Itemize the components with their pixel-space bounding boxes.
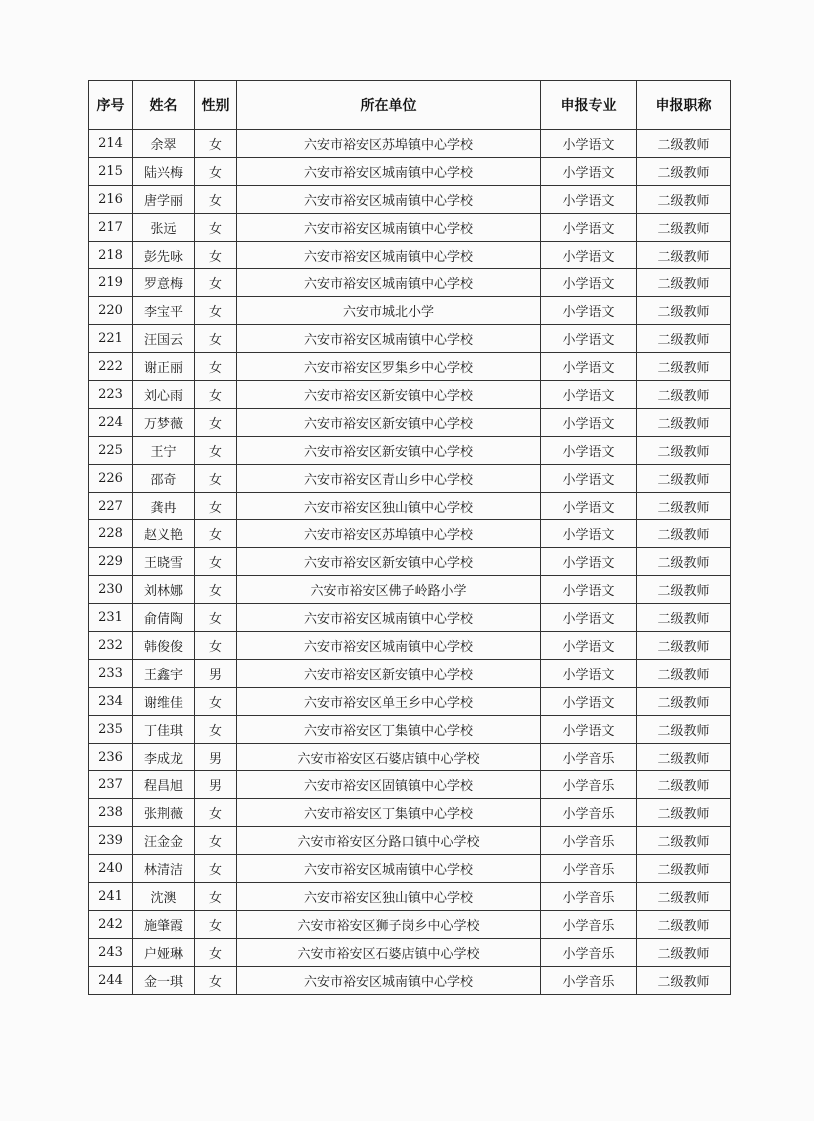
cell-name: 汪国云	[133, 325, 195, 353]
cell-workplace: 六安市裕安区城南镇中心学校	[237, 241, 541, 269]
cell-gender: 女	[195, 185, 237, 213]
cell-name: 邵奇	[133, 464, 195, 492]
cell-applied-title: 二级教师	[637, 381, 731, 409]
cell-workplace: 六安市城北小学	[237, 297, 541, 325]
cell-workplace: 六安市裕安区分路口镇中心学校	[237, 827, 541, 855]
cell-gender: 女	[195, 827, 237, 855]
cell-workplace: 六安市裕安区石婆店镇中心学校	[237, 743, 541, 771]
cell-workplace: 六安市裕安区罗集乡中心学校	[237, 353, 541, 381]
cell-name: 沈澳	[133, 883, 195, 911]
cell-applied-subject: 小学语文	[541, 492, 637, 520]
cell-applied-title: 二级教师	[637, 771, 731, 799]
cell-serial-number: 222	[89, 353, 133, 381]
cell-workplace: 六安市裕安区固镇镇中心学校	[237, 771, 541, 799]
cell-gender: 女	[195, 325, 237, 353]
cell-serial-number: 215	[89, 157, 133, 185]
cell-gender: 男	[195, 659, 237, 687]
cell-applied-subject: 小学语文	[541, 185, 637, 213]
cell-name: 韩俊俊	[133, 632, 195, 660]
table-row	[89, 855, 731, 883]
table-row	[89, 632, 731, 660]
cell-gender: 女	[195, 883, 237, 911]
cell-serial-number: 216	[89, 185, 133, 213]
cell-workplace: 六安市裕安区狮子岗乡中心学校	[237, 910, 541, 938]
cell-applied-subject: 小学音乐	[541, 799, 637, 827]
cell-serial-number: 219	[89, 269, 133, 297]
cell-gender: 女	[195, 687, 237, 715]
cell-serial-number: 240	[89, 855, 133, 883]
cell-workplace: 六安市裕安区新安镇中心学校	[237, 381, 541, 409]
cell-name: 刘林娜	[133, 576, 195, 604]
cell-serial-number: 226	[89, 464, 133, 492]
cell-applied-title: 二级教师	[637, 827, 731, 855]
cell-serial-number: 237	[89, 771, 133, 799]
cell-applied-subject: 小学语文	[541, 157, 637, 185]
table-row	[89, 353, 731, 381]
cell-applied-subject: 小学语文	[541, 687, 637, 715]
cell-workplace: 六安市裕安区青山乡中心学校	[237, 464, 541, 492]
cell-applied-subject: 小学语文	[541, 576, 637, 604]
cell-applied-title: 二级教师	[637, 464, 731, 492]
cell-serial-number: 224	[89, 408, 133, 436]
cell-applied-subject: 小学语文	[541, 297, 637, 325]
cell-applied-subject: 小学音乐	[541, 966, 637, 994]
cell-workplace: 六安市裕安区苏埠镇中心学校	[237, 520, 541, 548]
cell-serial-number: 223	[89, 381, 133, 409]
cell-applied-subject: 小学语文	[541, 381, 637, 409]
cell-applied-subject: 小学音乐	[541, 743, 637, 771]
cell-applied-title: 二级教师	[637, 938, 731, 966]
cell-applied-title: 二级教师	[637, 157, 731, 185]
cell-name: 张荆薇	[133, 799, 195, 827]
cell-applied-title: 二级教师	[637, 743, 731, 771]
cell-gender: 女	[195, 799, 237, 827]
cell-serial-number: 241	[89, 883, 133, 911]
cell-workplace: 六安市裕安区新安镇中心学校	[237, 408, 541, 436]
cell-applied-title: 二级教师	[637, 241, 731, 269]
cell-workplace: 六安市裕安区独山镇中心学校	[237, 492, 541, 520]
cell-name: 王晓雪	[133, 548, 195, 576]
cell-serial-number: 242	[89, 910, 133, 938]
cell-applied-title: 二级教师	[637, 269, 731, 297]
table-row	[89, 492, 731, 520]
cell-name: 张远	[133, 213, 195, 241]
cell-gender: 男	[195, 771, 237, 799]
cell-gender: 女	[195, 492, 237, 520]
table-row	[89, 241, 731, 269]
cell-workplace: 六安市裕安区城南镇中心学校	[237, 185, 541, 213]
table-row	[89, 464, 731, 492]
table-row	[89, 604, 731, 632]
cell-gender: 女	[195, 520, 237, 548]
cell-name: 万梦薇	[133, 408, 195, 436]
cell-serial-number: 244	[89, 966, 133, 994]
table-row	[89, 715, 731, 743]
cell-workplace: 六安市裕安区丁集镇中心学校	[237, 715, 541, 743]
cell-applied-title: 二级教师	[637, 910, 731, 938]
cell-workplace: 六安市裕安区佛子岭路小学	[237, 576, 541, 604]
table-row	[89, 269, 731, 297]
header-workplace: 所在单位	[237, 81, 541, 130]
cell-name: 丁佳琪	[133, 715, 195, 743]
cell-gender: 男	[195, 743, 237, 771]
header-applied-title: 申报职称	[637, 81, 731, 130]
cell-gender: 女	[195, 213, 237, 241]
table-body	[89, 130, 731, 995]
cell-gender: 女	[195, 632, 237, 660]
cell-serial-number: 229	[89, 548, 133, 576]
cell-applied-title: 二级教师	[637, 520, 731, 548]
cell-applied-title: 二级教师	[637, 966, 731, 994]
cell-applied-title: 二级教师	[637, 855, 731, 883]
cell-serial-number: 236	[89, 743, 133, 771]
cell-applied-subject: 小学语文	[541, 464, 637, 492]
cell-applied-title: 二级教师	[637, 325, 731, 353]
cell-name: 刘心雨	[133, 381, 195, 409]
cell-applied-subject: 小学语文	[541, 130, 637, 158]
cell-applied-title: 二级教师	[637, 659, 731, 687]
cell-gender: 女	[195, 297, 237, 325]
header-serial-number: 序号	[89, 81, 133, 130]
cell-name: 余翠	[133, 130, 195, 158]
cell-workplace: 六安市裕安区城南镇中心学校	[237, 855, 541, 883]
cell-gender: 女	[195, 548, 237, 576]
cell-name: 金一琪	[133, 966, 195, 994]
cell-applied-title: 二级教师	[637, 297, 731, 325]
table-row	[89, 157, 731, 185]
cell-workplace: 六安市裕安区城南镇中心学校	[237, 966, 541, 994]
table-row	[89, 799, 731, 827]
cell-serial-number: 234	[89, 687, 133, 715]
cell-gender: 女	[195, 353, 237, 381]
cell-name: 李成龙	[133, 743, 195, 771]
table-row	[89, 687, 731, 715]
cell-serial-number: 238	[89, 799, 133, 827]
cell-applied-subject: 小学音乐	[541, 827, 637, 855]
cell-applied-title: 二级教师	[637, 715, 731, 743]
table-row	[89, 408, 731, 436]
cell-workplace: 六安市裕安区单王乡中心学校	[237, 687, 541, 715]
cell-gender: 女	[195, 464, 237, 492]
cell-serial-number: 233	[89, 659, 133, 687]
cell-applied-subject: 小学语文	[541, 436, 637, 464]
cell-workplace: 六安市裕安区石婆店镇中心学校	[237, 938, 541, 966]
table-row	[89, 883, 731, 911]
cell-applied-title: 二级教师	[637, 436, 731, 464]
table-row	[89, 381, 731, 409]
cell-applied-title: 二级教师	[637, 130, 731, 158]
cell-name: 谢正丽	[133, 353, 195, 381]
cell-workplace: 六安市裕安区独山镇中心学校	[237, 883, 541, 911]
cell-gender: 女	[195, 855, 237, 883]
cell-applied-title: 二级教师	[637, 548, 731, 576]
table-row	[89, 659, 731, 687]
cell-workplace: 六安市裕安区城南镇中心学校	[237, 325, 541, 353]
cell-gender: 女	[195, 241, 237, 269]
table-row	[89, 548, 731, 576]
cell-serial-number: 221	[89, 325, 133, 353]
cell-serial-number: 235	[89, 715, 133, 743]
cell-serial-number: 220	[89, 297, 133, 325]
cell-gender: 女	[195, 604, 237, 632]
table-row	[89, 130, 731, 158]
cell-applied-subject: 小学语文	[541, 213, 637, 241]
cell-name: 唐学丽	[133, 185, 195, 213]
cell-applied-title: 二级教师	[637, 408, 731, 436]
table-header-row	[89, 81, 731, 130]
cell-name: 彭先咏	[133, 241, 195, 269]
table-row	[89, 910, 731, 938]
cell-name: 谢维佳	[133, 687, 195, 715]
cell-workplace: 六安市裕安区城南镇中心学校	[237, 269, 541, 297]
cell-serial-number: 230	[89, 576, 133, 604]
cell-gender: 女	[195, 269, 237, 297]
table-row	[89, 966, 731, 994]
table-row	[89, 938, 731, 966]
cell-applied-subject: 小学语文	[541, 659, 637, 687]
cell-workplace: 六安市裕安区新安镇中心学校	[237, 659, 541, 687]
cell-applied-subject: 小学音乐	[541, 771, 637, 799]
cell-workplace: 六安市裕安区新安镇中心学校	[237, 436, 541, 464]
cell-gender: 女	[195, 130, 237, 158]
cell-name: 赵义艳	[133, 520, 195, 548]
cell-applied-subject: 小学语文	[541, 241, 637, 269]
cell-applied-title: 二级教师	[637, 213, 731, 241]
cell-name: 陆兴梅	[133, 157, 195, 185]
cell-workplace: 六安市裕安区苏埠镇中心学校	[237, 130, 541, 158]
cell-serial-number: 231	[89, 604, 133, 632]
cell-applied-title: 二级教师	[637, 576, 731, 604]
table-row	[89, 771, 731, 799]
cell-name: 户娅琳	[133, 938, 195, 966]
cell-name: 汪金金	[133, 827, 195, 855]
cell-applied-subject: 小学音乐	[541, 938, 637, 966]
cell-gender: 女	[195, 576, 237, 604]
cell-workplace: 六安市裕安区城南镇中心学校	[237, 604, 541, 632]
table-row	[89, 325, 731, 353]
table-row	[89, 213, 731, 241]
cell-applied-title: 二级教师	[637, 687, 731, 715]
table-row	[89, 185, 731, 213]
cell-applied-subject: 小学语文	[541, 604, 637, 632]
cell-applied-title: 二级教师	[637, 632, 731, 660]
cell-serial-number: 228	[89, 520, 133, 548]
cell-serial-number: 217	[89, 213, 133, 241]
cell-name: 李宝平	[133, 297, 195, 325]
cell-gender: 女	[195, 966, 237, 994]
cell-serial-number: 218	[89, 241, 133, 269]
cell-applied-subject: 小学语文	[541, 548, 637, 576]
cell-serial-number: 227	[89, 492, 133, 520]
table-row	[89, 520, 731, 548]
cell-workplace: 六安市裕安区新安镇中心学校	[237, 548, 541, 576]
cell-applied-subject: 小学音乐	[541, 910, 637, 938]
cell-applied-subject: 小学音乐	[541, 855, 637, 883]
header-gender: 性别	[195, 81, 237, 130]
header-applied-subject: 申报专业	[541, 81, 637, 130]
cell-name: 程昌旭	[133, 771, 195, 799]
cell-applied-subject: 小学语文	[541, 632, 637, 660]
cell-serial-number: 232	[89, 632, 133, 660]
table-row	[89, 827, 731, 855]
teacher-roster-table	[88, 80, 731, 995]
cell-applied-subject: 小学语文	[541, 408, 637, 436]
cell-applied-subject: 小学语文	[541, 269, 637, 297]
cell-name: 王鑫宇	[133, 659, 195, 687]
header-name: 姓名	[133, 81, 195, 130]
cell-workplace: 六安市裕安区城南镇中心学校	[237, 632, 541, 660]
cell-gender: 女	[195, 938, 237, 966]
cell-name: 俞倩陶	[133, 604, 195, 632]
cell-gender: 女	[195, 381, 237, 409]
cell-applied-title: 二级教师	[637, 799, 731, 827]
cell-gender: 女	[195, 715, 237, 743]
cell-workplace: 六安市裕安区丁集镇中心学校	[237, 799, 541, 827]
cell-gender: 女	[195, 910, 237, 938]
cell-serial-number: 214	[89, 130, 133, 158]
cell-applied-title: 二级教师	[637, 492, 731, 520]
cell-workplace: 六安市裕安区城南镇中心学校	[237, 157, 541, 185]
cell-serial-number: 239	[89, 827, 133, 855]
cell-name: 龚冉	[133, 492, 195, 520]
cell-gender: 女	[195, 436, 237, 464]
cell-applied-subject: 小学语文	[541, 520, 637, 548]
cell-name: 施肇霞	[133, 910, 195, 938]
cell-name: 王宁	[133, 436, 195, 464]
cell-applied-title: 二级教师	[637, 883, 731, 911]
cell-name: 罗意梅	[133, 269, 195, 297]
cell-applied-subject: 小学音乐	[541, 883, 637, 911]
table-row	[89, 743, 731, 771]
cell-gender: 女	[195, 408, 237, 436]
cell-workplace: 六安市裕安区城南镇中心学校	[237, 213, 541, 241]
table-row	[89, 297, 731, 325]
table-row	[89, 436, 731, 464]
cell-applied-title: 二级教师	[637, 353, 731, 381]
cell-applied-subject: 小学语文	[541, 325, 637, 353]
cell-applied-subject: 小学语文	[541, 353, 637, 381]
cell-serial-number: 243	[89, 938, 133, 966]
cell-applied-title: 二级教师	[637, 604, 731, 632]
cell-serial-number: 225	[89, 436, 133, 464]
cell-gender: 女	[195, 157, 237, 185]
cell-applied-title: 二级教师	[637, 185, 731, 213]
cell-name: 林清洁	[133, 855, 195, 883]
cell-applied-subject: 小学语文	[541, 715, 637, 743]
table-row	[89, 576, 731, 604]
